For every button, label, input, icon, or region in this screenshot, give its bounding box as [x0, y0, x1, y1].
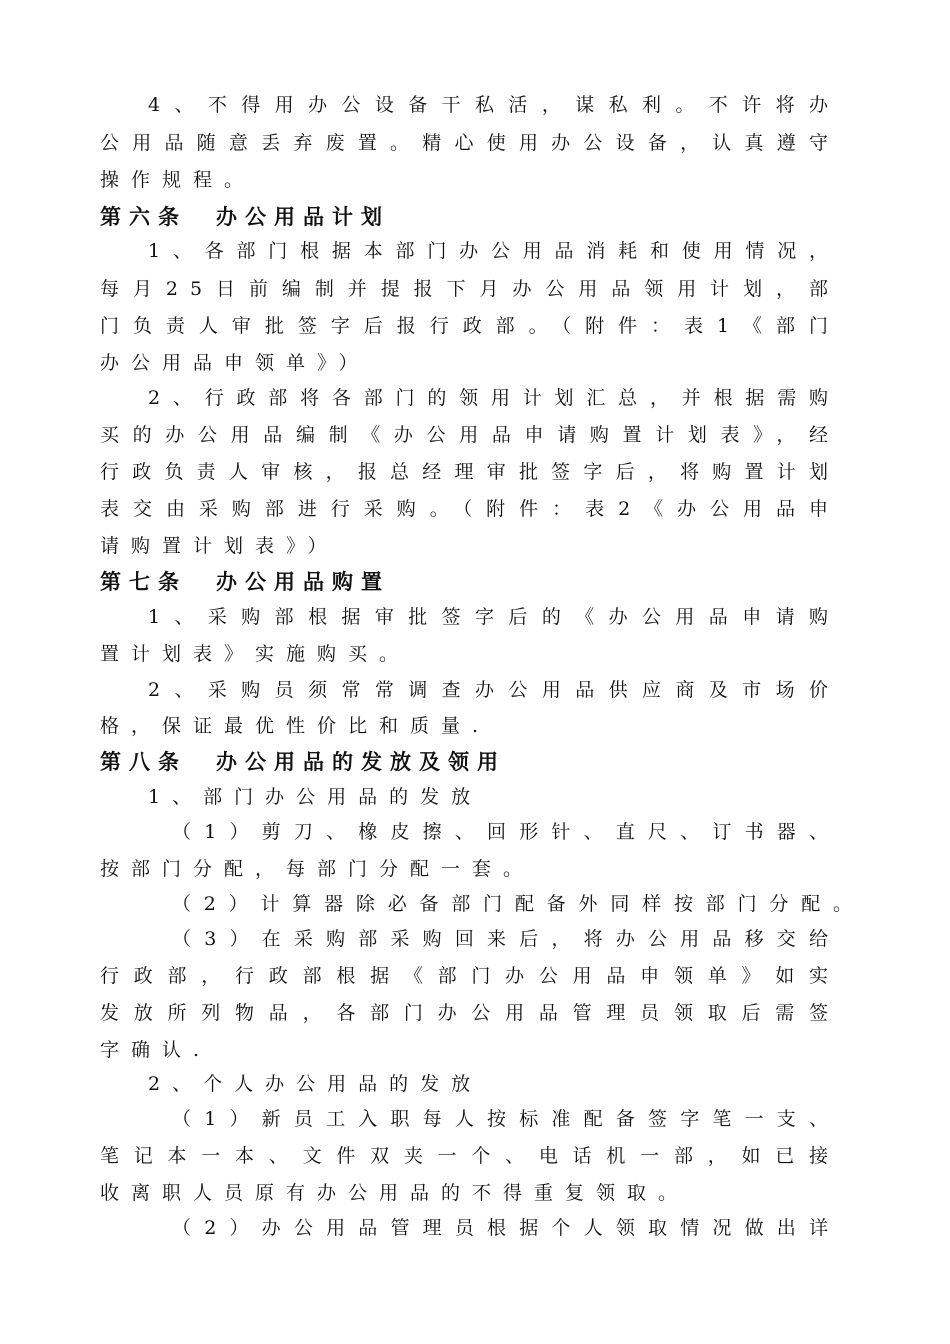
paragraph-line: 门负责人审批签字后报行政部。（附件：表1《部门 — [100, 315, 840, 337]
paragraph-line: 每月25日前编制并提报下月办公用品领用计划，部 — [100, 278, 840, 300]
paragraph-line: （1）剪刀、橡皮擦、回形针、直尺、订书器、 — [172, 821, 840, 843]
paragraph-line: 办公用品申领单》） — [100, 352, 370, 374]
paragraph-line: 2、行政部将各部门的领用计划汇总，并根据需购 — [148, 387, 840, 409]
paragraph-line: 格，保证最优性价比和质量. — [100, 715, 491, 737]
paragraph-line: 1、各部门根据本部门办公用品消耗和使用情况， — [148, 240, 840, 262]
paragraph-line: （3）在采购部采购回来后，将办公用品移交给 — [172, 928, 840, 950]
paragraph-line: 置计划表》实施购买。 — [100, 643, 411, 665]
paragraph-line: 按部门分配，每部门分配一套。 — [100, 858, 535, 880]
paragraph-line: （2）计算器除必备部门配备外同样按部门分配。 — [172, 893, 864, 915]
paragraph-line: 表交由采购部进行采购。（附件：表2《办公用品申 — [100, 498, 840, 520]
paragraph-line: 行政部，行政部根据《部门办公用品申领单》如实 — [100, 965, 840, 987]
paragraph-line: 请购置计划表》） — [100, 535, 339, 557]
paragraph-line: （2）办公用品管理员根据个人领取情况做出详 — [172, 1217, 840, 1239]
paragraph-line: 收离职人员原有办公用品的不得重复领取。 — [100, 1182, 690, 1204]
paragraph-line: 2、个人办公用品的发放 — [148, 1073, 483, 1095]
paragraph-line: 1、部门办公用品的发放 — [148, 786, 483, 808]
section-heading-article-7: 第七条 办公用品购置 — [100, 570, 390, 594]
paragraph-line: 行政负责人审核，报总经理审批签字后，将购置计划 — [100, 461, 840, 483]
paragraph-line: 笔记本一本、文件双夹一个、电话机一部，如已接 — [100, 1145, 840, 1167]
paragraph-line: 2、采购员须常常调查办公用品供应商及市场价 — [148, 679, 840, 701]
paragraph-line: 发放所列物品，各部门办公用品管理员领取后需签 — [100, 1002, 840, 1024]
paragraph-line: 字确认. — [100, 1039, 212, 1061]
section-heading-article-6: 第六条 办公用品计划 — [100, 205, 390, 229]
paragraph-line: （1）新员工入职每人按标准配备签字笔一支、 — [172, 1108, 840, 1130]
paragraph-line: 公用品随意丢弃废置。精心使用办公设备，认真遵守 — [100, 132, 840, 154]
paragraph-line: 4、不得用办公设备干私活，谋私利。不许将办 — [148, 94, 840, 116]
paragraph-line: 操作规程。 — [100, 169, 256, 191]
paragraph-line: 1、采购部根据审批签字后的《办公用品申请购 — [148, 606, 840, 628]
section-heading-article-8: 第八条 办公用品的发放及领用 — [100, 750, 506, 774]
paragraph-line: 买的办公用品编制《办公用品申请购置计划表》，经 — [100, 424, 840, 446]
